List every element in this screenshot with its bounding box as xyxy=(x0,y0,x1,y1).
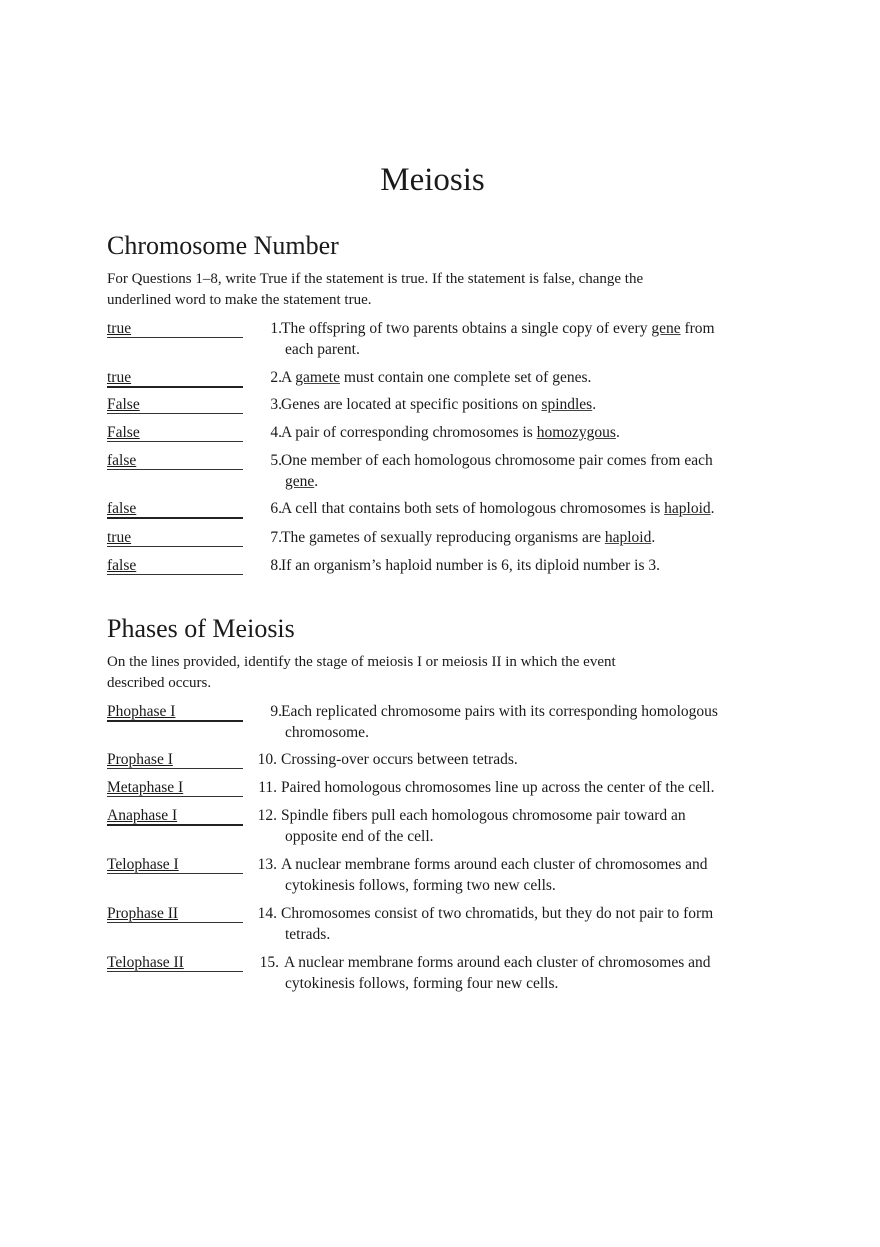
text: Each replicated chromosome pairs with its corresponding homologous xyxy=(281,703,718,720)
text: The offspring of two parents obtains a single copy of every xyxy=(281,320,652,337)
answer-field[interactable]: Metaphase I xyxy=(107,777,243,797)
question-number: 5. xyxy=(270,452,282,469)
text: The gametes of sexually reproducing organisms are xyxy=(281,529,605,546)
question-text xyxy=(281,527,771,548)
question-number: 10. xyxy=(257,751,277,768)
underlined-word: homozygous xyxy=(536,424,616,441)
section-heading-chromosome-number: Chromosome Number xyxy=(107,231,339,260)
answer-field[interactable]: Anaphase I xyxy=(107,805,243,826)
question-text xyxy=(281,555,771,576)
question-number: 6. xyxy=(270,500,282,517)
answer-field[interactable]: false xyxy=(107,450,243,470)
text-line-2: opposite end of the cell. xyxy=(285,828,434,845)
question-number: 7. xyxy=(270,529,282,546)
text: Crossing-over occurs between tetrads. xyxy=(281,751,518,768)
question-number: 13. xyxy=(257,856,277,873)
text: If an organism’s haploid number is 6, its diploid number is 3. xyxy=(281,557,661,574)
text-line-2 xyxy=(281,471,771,492)
text: . xyxy=(651,529,656,546)
question-text xyxy=(281,318,771,360)
text: A nuclear membrane forms around each cluster of chromosomes and xyxy=(281,856,708,873)
section-instructions xyxy=(107,652,707,693)
text: must contain one complete set of genes. xyxy=(339,369,592,386)
text: . xyxy=(615,424,620,441)
answer-field[interactable]: Telophase I xyxy=(107,854,243,874)
page-title: Meiosis xyxy=(380,162,485,198)
question-number: 4. xyxy=(270,424,282,441)
question-number: 1. xyxy=(270,320,282,337)
text: each parent. xyxy=(285,341,360,358)
underlined-word: haploid xyxy=(604,529,652,546)
answer-field[interactable]: true xyxy=(107,318,243,338)
question-text xyxy=(281,854,771,896)
instructions-line: On the lines provided, identify the stage of meiosis I or meiosis II in which the event xyxy=(107,654,616,670)
question-text xyxy=(281,903,771,945)
question-number: 8. xyxy=(270,557,282,574)
question-text xyxy=(281,450,771,492)
text: . xyxy=(592,396,597,413)
question-number: 15. xyxy=(259,954,279,971)
text: Spindle fibers pull each homologous chromosome pair toward an xyxy=(281,807,686,824)
question-number: 9. xyxy=(270,703,282,720)
underlined-word: spindles xyxy=(541,396,593,413)
text-line-2: cytokinesis follows, forming two new cells. xyxy=(285,877,556,894)
text: A nuclear membrane forms around each cluster of chromosomes and xyxy=(284,954,711,971)
text: . xyxy=(710,500,715,517)
question-text xyxy=(281,498,771,519)
section-instructions xyxy=(107,269,707,310)
underlined-word: gene xyxy=(285,473,315,490)
underlined-word: gamete xyxy=(295,369,340,386)
underlined-word: haploid xyxy=(664,500,711,517)
question-number: 2. xyxy=(270,369,282,386)
text: One member of each homologous chromosome pair comes from each xyxy=(281,452,713,469)
question-text xyxy=(284,952,774,994)
text: A cell that contains both sets of homologous chromosomes is xyxy=(281,500,665,517)
question-number: 3. xyxy=(270,396,282,413)
question-text xyxy=(281,805,771,847)
text: A xyxy=(281,369,296,386)
answer-field[interactable]: False xyxy=(107,394,243,414)
text: Chromosomes consist of two chromatids, but they do not pair to form xyxy=(281,905,714,922)
text-line-2: chromosome. xyxy=(285,724,369,741)
instructions-line: described occurs. xyxy=(107,674,212,691)
question-text xyxy=(281,422,771,443)
section-heading-phases-of-meiosis: Phases of Meiosis xyxy=(107,614,295,643)
answer-field[interactable]: Telophase II xyxy=(107,952,243,972)
question-number: 14. xyxy=(257,905,277,922)
answer-field[interactable]: true xyxy=(107,527,243,547)
text: A pair of corresponding chromosomes is xyxy=(281,424,537,441)
answer-field[interactable]: Phophase I xyxy=(107,701,243,722)
question-number: 11. xyxy=(258,779,277,796)
answer-field[interactable]: true xyxy=(107,367,243,388)
text: from xyxy=(680,320,715,337)
question-text xyxy=(281,701,771,743)
question-text xyxy=(281,777,771,798)
answer-field[interactable]: Prophase I xyxy=(107,749,243,769)
answer-field[interactable]: Prophase II xyxy=(107,903,243,923)
instructions-line: For Questions 1–8, write True if the statement is true. If the statement is false, change the xyxy=(107,271,644,287)
text-line-2: cytokinesis follows, forming four new cells. xyxy=(285,975,559,992)
text: Paired homologous chromosomes line up across the center of the cell. xyxy=(281,779,715,796)
answer-field[interactable]: False xyxy=(107,422,243,442)
question-text xyxy=(281,394,771,415)
text-line-2: tetrads. xyxy=(285,926,331,943)
question-text xyxy=(281,367,771,388)
answer-field[interactable]: false xyxy=(107,555,243,575)
text: . xyxy=(314,473,319,490)
instructions-line: underlined word to make the statement true. xyxy=(107,291,372,308)
underlined-word: gene xyxy=(651,320,681,337)
answer-field[interactable]: false xyxy=(107,498,243,519)
question-text xyxy=(281,749,771,770)
text: Genes are located at specific positions on xyxy=(281,396,542,413)
question-number: 12. xyxy=(257,807,277,824)
